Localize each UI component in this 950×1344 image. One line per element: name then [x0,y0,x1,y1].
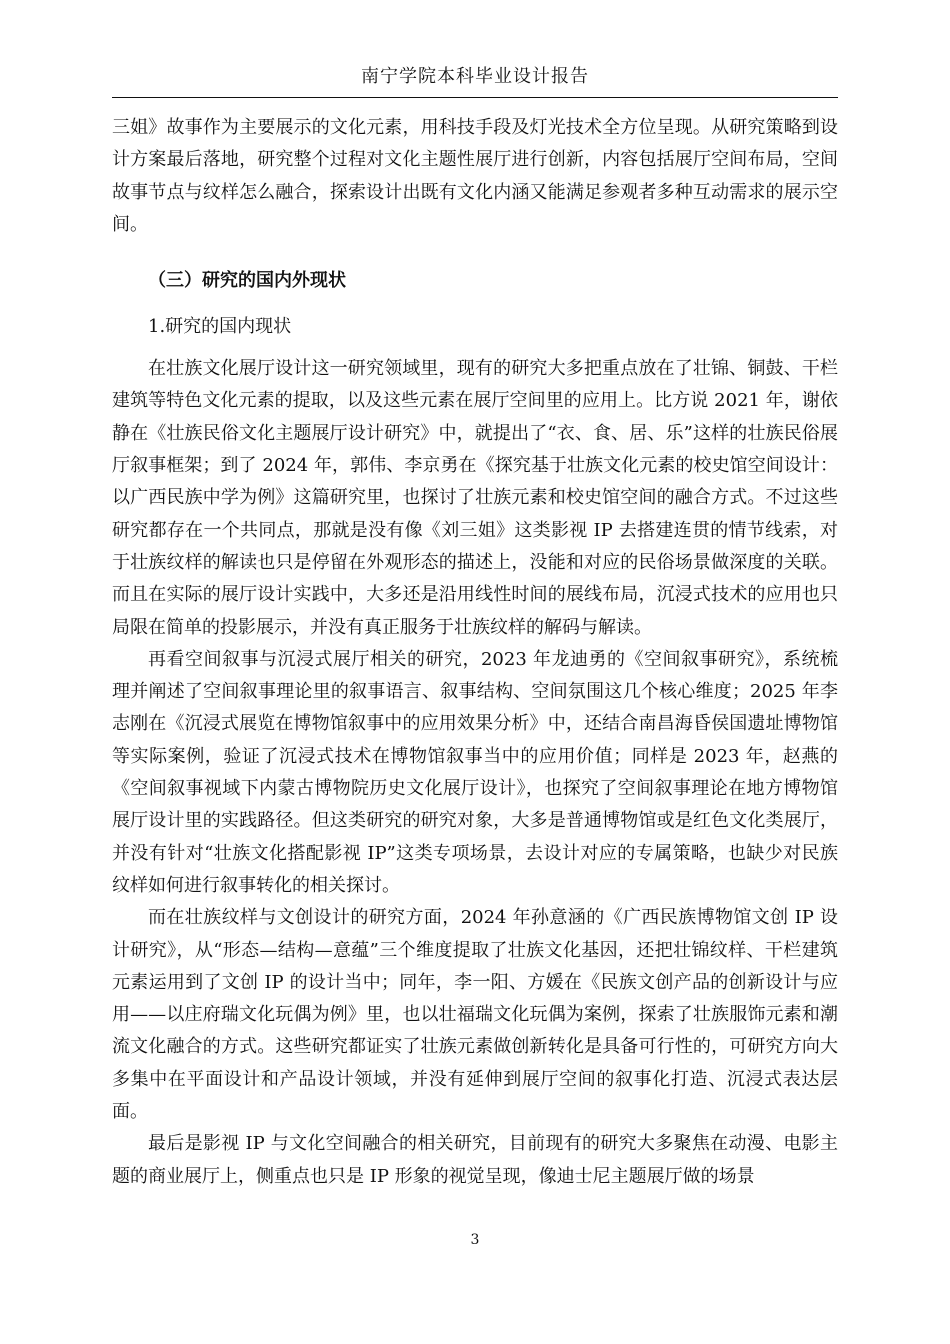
subsection-heading: 1.研究的国内现状 [148,316,292,338]
paragraph-pattern-cultural-creative-research: 而在壮族纹样与文创设计的研究方面，2024 年孙意涵的《广西民族博物馆文创 IP 设计研究》，从“形态—结构—意蕴”三个维度提取了壮族文化基因，还把壮锦纹样、干栏建筑元素运用到了文创 IP 的设计当中；同年，李一阳、方媛在《民族文创产品的创新设计与应用——以庄府瑞文化玩偶为例》里，也以壮福瑞文化玩偶为案例，探索了壮族服饰元素和潮流文化融合的方式。这些研究都证实了壮族元素做创新转化是具备可行性的，可研究方向大多集中在平面设计和产品设计领域，并没有延伸到展厅空间的叙事化打造、沉浸式表达层面。 [112,907,838,1123]
paragraph-film-ip-research: 最后是影视 IP 与文化空间融合的相关研究，目前现有的研究大多聚焦在动漫、电影主题的商业展厅上，侧重点也只是 IP 形象的视觉呈现，像迪士尼主题展厅做的场景 [112,1133,838,1187]
page-header-title: 南宁学院本科毕业设计报告 [361,66,589,87]
page-number: 3 [470,1232,480,1248]
header-rule [112,97,838,98]
paragraph-zhuang-exhibition-research: 在壮族文化展厅设计这一研究领域里，现有的研究大多把重点放在了壮锦、铜鼓、干栏建筑等特色文化元素的提取，以及这些元素在展厅空间里的应用上。比方说 2021 年，谢依静在《壮族民俗文化主题展厅设计研究》中，就提出了“衣、食、居、乐”这样的壮族民俗展厅叙事框架；到了 2024 年，郭伟、李京勇在《探究基于壮族文化元素的校史馆空间设计：以广西民族中学为例》这篇研究里，也探讨了壮族元素和校史馆空间的融合方式。不过这些研究都存在一个共同点，那就是没有像《刘三姐》这类影视 IP 去搭建连贯的情节线索，对于壮族纹样的解读也只是停留在外观形态的描述上，没能和对应的民俗场景做深度的关联。而且在实际的展厅设计实践中，大多还是沿用线性时间的展线布局，沉浸式技术的应用也只局限在简单的投影展示，并没有真正服务于壮族纹样的解码与解读。 [112,358,838,638]
section-heading: （三）研究的国内外现状 [148,270,346,292]
paragraph-continuation: 三姐》故事作为主要展示的文化元素，用科技手段及灯光技术全方位呈现。从研究策略到设计方案最后落地，研究整个过程对文化主题性展厅进行创新，内容包括展厅空间布局，空间故事节点与纹样怎么融合，探索设计出既有文化内涵又能满足参观者多种互动需求的展示空间。 [112,117,838,235]
paragraph-spatial-narrative-research: 再看空间叙事与沉浸式展厅相关的研究，2023 年龙迪勇的《空间叙事研究》，系统梳理并阐述了空间叙事理论里的叙事语言、叙事结构、空间氛围这几个核心维度；2025 年李志刚在《沉浸式展览在博物馆叙事中的应用效果分析》中，还结合南昌海昏侯国遗址博物馆等实际案例，验证了沉浸式技术在博物馆叙事当中的应用价值；同样是 2023 年，赵燕的《空间叙事视域下内蒙古博物院历史文化展厅设计》，也探究了空间叙事理论在地方博物馆展厅设计里的实践路径。但这类研究的研究对象，大多是普通博物馆或是红色文化类展厅，并没有针对“壮族文化搭配影视 IP”这类专项场景，去设计对应的专属策略，也缺少对民族纹样如何进行叙事转化的相关探讨。 [112,648,838,896]
document-body [112,112,838,1193]
